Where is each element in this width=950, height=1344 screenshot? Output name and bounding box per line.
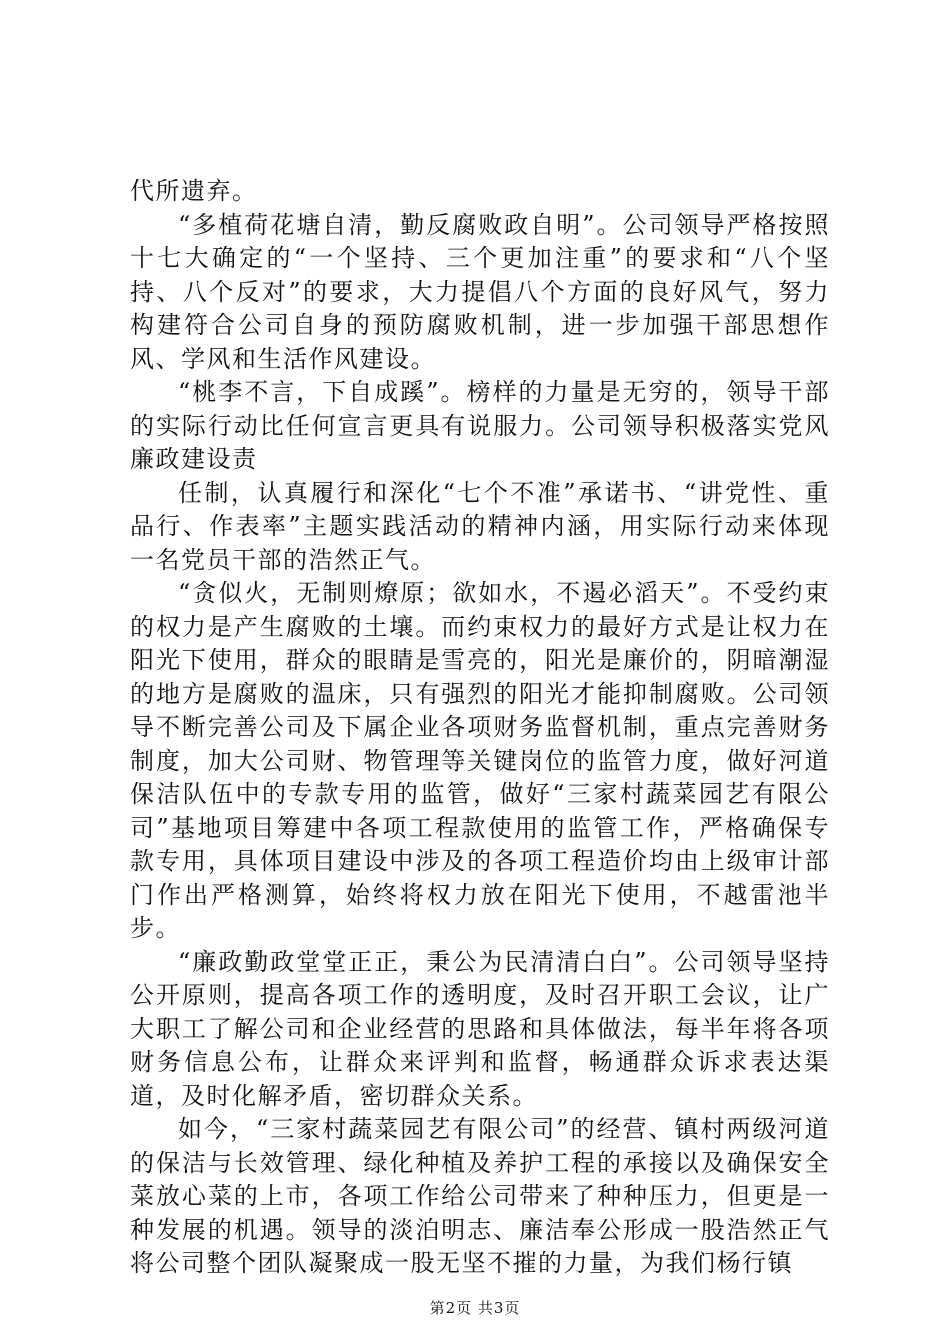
paragraph-peach-plum: “桃李不言，下自成蹊”。榜样的力量是无穷的，领导干部的实际行动比任何宣言更具有说服力。公司领导积极落实党风廉政建设责	[130, 378, 830, 473]
document-body	[130, 175, 830, 1281]
paragraph-integrity: “廉政勤政堂堂正正，秉公为民清清白白”。公司领导坚持公开原则，提高各项工作的透明度，及时召开职工会议，让广大职工了解公司和企业经营的思路和具体做法，每半年将各项财务信息公布，让群众来评判和监督，畅通群众诉求表达渠道，及时化解矛盾，密切群众关系。	[130, 947, 830, 1110]
paragraph-greed-fire: “贪似火，无制则燎原；欲如水，不遏必滔天”。不受约束的权力是产生腐败的土壤。而约束权力的最好方式是让权力在阳光下使用，群众的眼睛是雪亮的，阳光是廉价的，阴暗潮湿的地方是腐败的温床，只有强烈的阳光才能抑制腐败。公司领导不断完善公司及下属企业各项财务监督机制，重点完善财务制度，加大公司财、物管理等关键岗位的监管力度，做好河道保洁队伍中的专款专用的监管，做好“三家村蔬菜园艺有限公司”基地项目筹建中各项工程款使用的监管工作，严格确保专款专用，具体项目建设中涉及的各项工程造价均由上级审计部门作出严格测算，始终将权力放在阳光下使用，不越雷池半步。	[130, 579, 830, 942]
paragraph-responsibility: 任制，认真履行和深化“七个不准”承诺书、“讲党性、重品行、作表率”主题实践活动的精神内涵，用实际行动来体现一名党员干部的浩然正气。	[130, 478, 830, 574]
paragraph-nowadays: 如今，“三家村蔬菜园艺有限公司”的经营、镇村两级河道的保洁与长效管理、绿化种植及养护工程的承接以及确保安全菜放心菜的上市，各项工作给公司带来了种种压力，但更是一种发展的机遇。领导的淡泊明志、廉洁奉公形成一股浩然正气将公司整个团队凝聚成一股无坚不摧的力量，为我们杨行镇	[130, 1115, 830, 1277]
paragraph-continuation: 代所遗弃。	[130, 177, 258, 205]
page-number-footer: 第2页 共3页	[429, 1299, 521, 1317]
paragraph-lotus: “多植荷花塘自清，勤反腐败政自明”。公司领导严格按照十七大确定的“一个坚持、三个更加注重”的要求和“八个坚持、八个反对”的要求，大力提倡八个方面的良好风气，努力构建符合公司自身的预防腐败机制，进一步加强干部思想作风、学风和生活作风建设。	[130, 210, 830, 373]
